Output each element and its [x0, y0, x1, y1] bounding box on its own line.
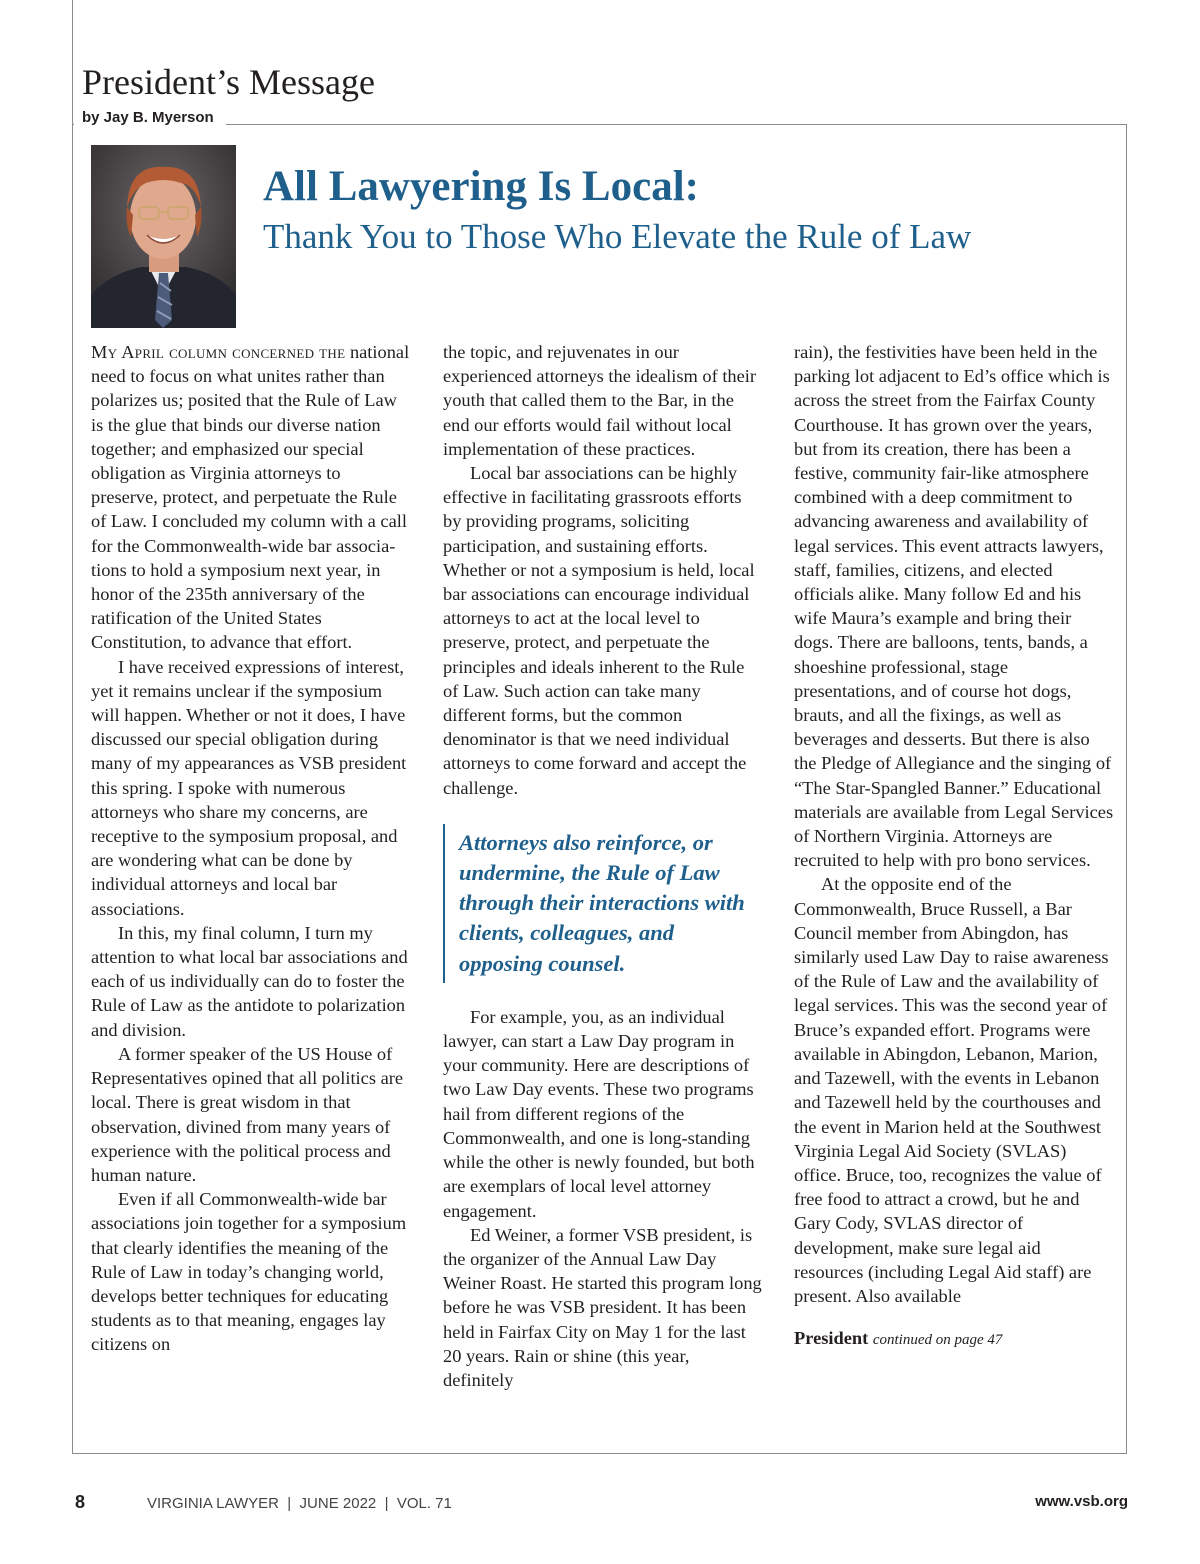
continued-jump-line[interactable]	[794, 1326, 1114, 1352]
body-paragraph: Even if all Commonwealth-wide bar associations join together for a symposium that clearly identifies the meaning of the Rule of Law in today’s changing world, develops better techniques for educating students as to that meaning, engages lay citizens on	[91, 1189, 407, 1355]
page-number: 8	[75, 1492, 86, 1512]
body-paragraph: Ed Weiner, a former VSB president, is the organizer of the Annual Law Day Weiner Roast. He started this program long before he was VSB president. It has been held in Fairfax City on May 1 for the last 20 years. Rain or shine (this year, definitely	[443, 1224, 762, 1390]
article-column-2	[443, 340, 763, 1392]
article-subheadline: Thank You to Those Who Elevate the Rule of Law	[263, 217, 972, 256]
website-link[interactable]: www.vsb.org	[1035, 1493, 1128, 1510]
article-headline: All Lawyering Is Local:	[263, 163, 699, 210]
body-paragraph: At the opposite end of the Commonwealth, Bruce Russell, a Bar Council member from Abingdon, has similarly used Law Day to raise awareness of the Rule of Law and the availability of legal services. This was the second year of Bruce’s expanded effort. Programs were available in Abingdon, Lebanon, Marion, and Tazewell, with the events in Lebanon and Tazewell held by the courthouses and the event in Marion held at the Southwest Virginia Legal Aid Society (SVLAS) office. Bruce, too, recognizes the value of free food to attract a crowd, but he and Gary Cody, SVLAS director of development, make sure legal aid resources (including Legal Aid staff) are present. Also available	[794, 874, 1109, 1306]
body-paragraph: Local bar associations can be highly effective in facilitating grassroots efforts by providing programs, soliciting participation, and sustaining efforts. Whether or not a symposium is held, local bar associations can encourage individual attorneys to act at the local level to preserve, protect, and perpetuate the principles and ideals inherent to the Rule of Law. Such action can take many different forms, but the common denominator is that we need individual attorneys to come forward and accept the challenge.	[443, 463, 755, 798]
section-title: President’s Message	[82, 62, 375, 102]
lead-in-smallcaps: My April column concerned the	[91, 342, 346, 362]
article-column-3	[794, 340, 1114, 1352]
left-margin-rule	[72, 0, 73, 125]
continued-note: continued on page 47	[872, 1332, 1003, 1349]
body-paragraph: the topic, and rejuvenates in our experienced attorneys the idealism of their youth that called them to the Bar, in the end our efforts would fail without local implementation of these practices.	[443, 342, 757, 459]
author-portrait-illustration	[91, 145, 236, 328]
byline: by Jay B. Myerson	[82, 109, 214, 126]
author-photo	[91, 145, 236, 328]
continued-label: President	[794, 1328, 869, 1349]
body-paragraph: In this, my final column, I turn my attention to what local bar associations and each of us individually can do to foster the Rule of Law as the antidote to polarization and division.	[91, 922, 408, 1040]
publication-info: VIRGINIA LAWYER | JUNE 2022 | VOL. 71	[147, 1495, 452, 1512]
body-paragraph: A former speaker of the US House of Representatives opined that all politics are local. There is great wisdom in that observation, divined from many years of experience with the political process and human nature.	[91, 1043, 404, 1185]
body-paragraph: For example, you, as an individual lawyer, can start a Law Day program in your community. Here are descriptions of two Law Day events. These two programs hail from different regions of the Commonwealth, and one is long-standing while the other is newly founded, but both are exemplars of local level attorney engagement.	[443, 1006, 755, 1221]
lead-paragraph-text: national need to focus on what unites rather than polarizes us; posited that the Rule of Law is the glue that binds our diverse nation together; and emphasized our special obligation as Virginia attorneys to preserve, protect, and perpetuate the Rule of Law. I concluded my column with a call for the Commonwealth-wide bar associations to hold a symposium next year, in honor of the 235th anniversary of the ratification of the United States Constitution, to advance that effort.	[91, 342, 410, 653]
body-paragraph: I have received expressions of interest, yet it remains unclear if the symposium will happen. Whether or not it does, I have discussed our special obligation during many of my appearances as VSB president this spring. I spoke with numerous attorneys who share my concerns, are receptive to the symposium proposal, and are wondering what can be done by individual attorneys and local bar associations.	[91, 656, 407, 919]
article-column-1	[91, 340, 411, 1357]
pull-quote: Attorneys also reinforce, or undermine, the Rule of Law through their interactions with clients, colleagues, and opposing counsel.	[443, 824, 763, 983]
body-paragraph	[91, 340, 411, 655]
body-paragraph: rain), the festivities have been held in the parking lot adjacent to Ed’s office which is across the street from the Fairfax County Courthouse. It has grown over the years, but from its creation, there has been a festive, community fair-like atmosphere combined with a deep commitment to advancing awareness and availability of legal services. This event attracts lawyers, staff, families, citizens, and elected officials alike. Many follow Ed and his wife Maura’s example and bring their dogs. There are balloons, tents, bands, a shoeshine professional, stage presentations, and of course hot dogs, brauts, and all the fixings, as well as beverages and desserts. But there is also the Pledge of Allegiance and the singing of “The Star-Spangled Banner.” Educational materials are available from Legal Services of Northern Virginia. Attorneys are recruited to help with pro bono services.	[794, 342, 1114, 871]
